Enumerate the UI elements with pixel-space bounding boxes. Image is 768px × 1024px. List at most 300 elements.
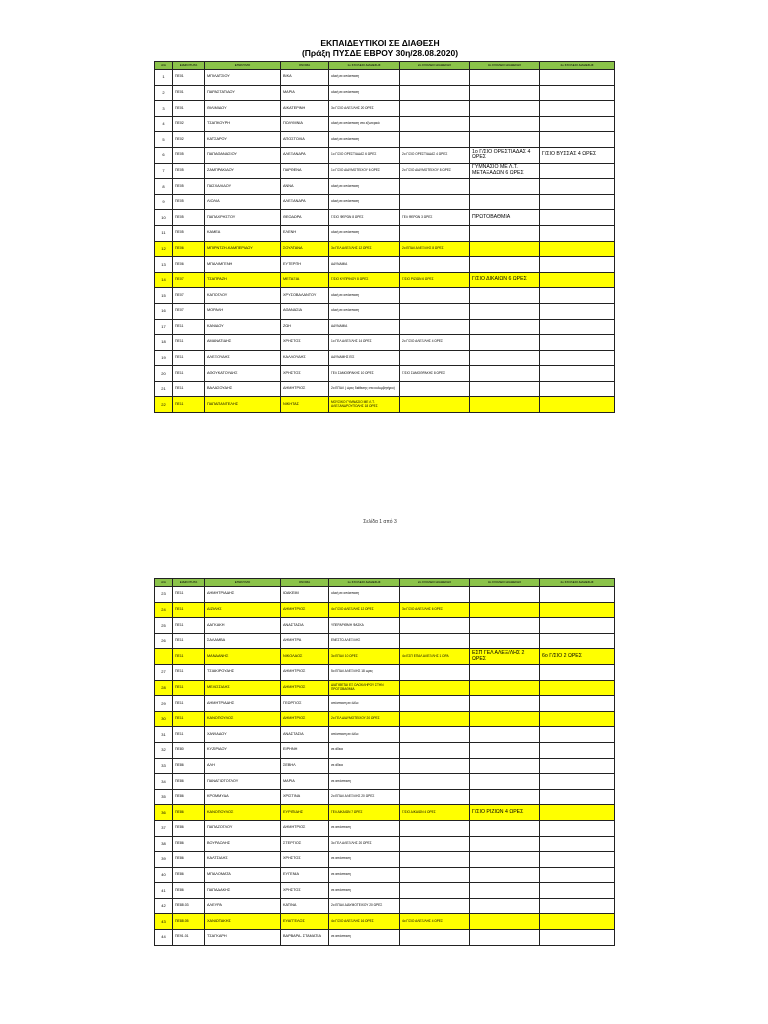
row-number: 31 xyxy=(155,727,173,743)
row-school-4: 6ο Γ/ΣΙΟ 2 ΩΡΕΣ xyxy=(540,649,615,665)
row-name: ΒΑΡΒΑΡΑ- ΣΤΑΜΑΤΙΑ xyxy=(281,930,329,946)
table-row xyxy=(155,366,615,382)
row-specialty: ΠΕ86 xyxy=(173,805,205,821)
row-school-4 xyxy=(540,101,615,117)
row-number: 34 xyxy=(155,774,173,790)
title-line-2: (Πράξη ΠΥΣΔΕ ΕΒΡΟΥ 30η/28.08.2020) xyxy=(301,48,459,58)
row-surname: ΠΑΣΧΑΛΙΔΟΥ xyxy=(205,179,281,195)
row-school-4 xyxy=(540,85,615,101)
row-school-2 xyxy=(400,587,470,603)
row-school-3 xyxy=(470,789,540,805)
row-school-4 xyxy=(540,335,615,351)
row-name: ΔΗΜΗΤΡΙΟΣ xyxy=(281,381,329,397)
row-number: 2 xyxy=(155,85,173,101)
table-row xyxy=(155,272,615,288)
row-school-3 xyxy=(470,774,540,790)
table-row xyxy=(155,789,615,805)
table-row xyxy=(155,85,615,101)
row-name: ΣΟΥΛΤΑΝΑ xyxy=(281,241,329,257)
row-surname: ΤΣΑΠΚΟΥΡΗ xyxy=(205,116,281,132)
row-school-1: 2ο ΕΠΑΛ ΔΙΔΥΜΟΤΕΙΧΟΥ 20 ΩΡΕΣ xyxy=(329,898,400,914)
table-row xyxy=(155,680,615,696)
row-name: ΕΥΑΓΓΕΛΟΣ xyxy=(281,914,329,930)
row-school-2 xyxy=(400,852,470,868)
row-school-4 xyxy=(540,70,615,86)
row-specialty: ΠΕ86 xyxy=(173,774,205,790)
row-number: 43 xyxy=(155,914,173,930)
row-school-2 xyxy=(400,742,470,758)
col-header-specialty: ΕΙΔΙΚΟΤΗΤΑ xyxy=(173,62,205,70)
row-school-4 xyxy=(540,132,615,148)
page-number: Σελίδα 1 από 3 xyxy=(363,519,397,525)
row-surname: ΠΑΠΑΘΑΝΑΣΙΟΥ xyxy=(205,147,281,163)
row-school-1: ολική σε απόσπαση xyxy=(329,179,400,195)
row-school-3 xyxy=(470,758,540,774)
row-specialty: ΠΕ01 xyxy=(173,70,205,86)
row-school-3 xyxy=(470,397,540,413)
row-school-2 xyxy=(400,381,470,397)
row-school-4 xyxy=(540,930,615,946)
row-school-2 xyxy=(400,774,470,790)
row-specialty: ΠΕ11 xyxy=(173,649,205,665)
row-school-2: 4ο ΕΣΠ ΕΠΑΛ ΑΛΕΞ/ΛΗΣ 1 ΩΡΑ xyxy=(400,649,470,665)
row-school-3 xyxy=(470,898,540,914)
row-school-2 xyxy=(400,194,470,210)
table-row xyxy=(155,758,615,774)
row-school-3 xyxy=(470,852,540,868)
row-school-4 xyxy=(540,210,615,226)
row-surname: ΚΑΝΟΠΟΥΛΟΣ xyxy=(205,711,281,727)
row-number: 36 xyxy=(155,805,173,821)
row-specialty: ΠΕ86 xyxy=(173,867,205,883)
table-row xyxy=(155,194,615,210)
row-specialty: ΠΕ06 xyxy=(173,257,205,273)
row-surname: ΛΙΟΛΙΑ xyxy=(205,194,281,210)
row-school-3 xyxy=(470,618,540,634)
row-name: ΔΗΜΗΤΡΙΟΣ xyxy=(281,664,329,680)
row-surname: ΒΑΛΑΣΟΥΔΗΣ xyxy=(205,381,281,397)
row-school-2 xyxy=(400,836,470,852)
row-school-1: ολική σε απόσπαση xyxy=(329,85,400,101)
row-surname: ΚΥΖΙΡΙΔΟΥ xyxy=(205,742,281,758)
table-row xyxy=(155,774,615,790)
row-school-2: 3ο Γ/ΣΙΟ ΑΛΕΞ/ΛΗΣ 6 ΩΡΕΣ xyxy=(400,602,470,618)
row-specialty: ΠΕ11 xyxy=(173,587,205,603)
row-school-3 xyxy=(470,711,540,727)
row-name: ΒΙΚΑ xyxy=(281,70,329,86)
table-row xyxy=(155,163,615,179)
row-school-3 xyxy=(470,820,540,836)
row-school-2 xyxy=(400,70,470,86)
row-school-2: Γ/ΣΙΟ ΔΙΚΑΙΩΝ 4 ΩΡΕΣ xyxy=(400,805,470,821)
row-specialty: ΠΕ11 xyxy=(173,664,205,680)
col-header-school-3: 3o ΣΧΟΛΕΙΟ ΔΙΑΘΕΣΗΣ xyxy=(470,62,540,70)
row-school-4 xyxy=(540,696,615,712)
table-row xyxy=(155,867,615,883)
row-surname: ΘΙΛΙΜΙΔΟΥ xyxy=(205,101,281,117)
row-school-1: απόσπαση σε άλλο xyxy=(329,696,400,712)
col-header-aa: Α/Α xyxy=(155,62,173,70)
row-surname: ΠΑΠΑΔΑΚΗΣ xyxy=(205,883,281,899)
row-surname: ΤΣΙΑΚΙΡΟΥΔΗΣ xyxy=(205,664,281,680)
row-number: 38 xyxy=(155,836,173,852)
row-school-3 xyxy=(470,914,540,930)
row-school-3: Γ/ΣΙΟ ΔΙΚΑΙΩΝ 6 ΩΡΕΣ xyxy=(470,272,540,288)
row-specialty: ΠΕ11 xyxy=(173,633,205,649)
row-school-2 xyxy=(400,319,470,335)
row-name: ΜΕΤΑΞΙΑ xyxy=(281,272,329,288)
row-specialty: ΠΕ86 xyxy=(173,836,205,852)
table-row xyxy=(155,914,615,930)
row-specialty: ΠΕ11 xyxy=(173,680,205,696)
row-number: 37 xyxy=(155,820,173,836)
row-name: ΙΩΑΚΕΙΜ xyxy=(281,587,329,603)
row-school-4 xyxy=(540,774,615,790)
row-specialty: ΠΕ86 xyxy=(173,789,205,805)
row-specialty: ΠΕ06 xyxy=(173,241,205,257)
row-name: ΔΗΜΗΤΡΙΟΣ xyxy=(281,820,329,836)
row-specialty: ΠΕ11 xyxy=(173,711,205,727)
row-surname: ΜΠΙΡΝΤΖΗ-ΚΑΜΠΕΡΙΔΟΥ xyxy=(205,241,281,257)
row-number: 28 xyxy=(155,680,173,696)
row-school-4 xyxy=(540,867,615,883)
row-number: 41 xyxy=(155,883,173,899)
row-name: ΝΙΚΗΤΑΣ xyxy=(281,397,329,413)
table-row xyxy=(155,836,615,852)
table-row xyxy=(155,132,615,148)
table-row xyxy=(155,241,615,257)
row-specialty: ΠΕ07 xyxy=(173,288,205,304)
row-name: ΕΥΤΕΡΠΗ xyxy=(281,257,329,273)
row-school-3 xyxy=(470,116,540,132)
row-school-1: ΥΠΕΡΑΡΙΘΜΗ ΦΑΣΚΑ xyxy=(329,618,400,634)
table-row xyxy=(155,805,615,821)
row-school-1: ολική σε απόσπαση xyxy=(329,288,400,304)
row-name: ΑΘΑΝΑΣΙΑ xyxy=(281,303,329,319)
row-surname: ΚΑΝΙΔΟΥ xyxy=(205,319,281,335)
row-school-4 xyxy=(540,898,615,914)
row-number: 4 xyxy=(155,116,173,132)
row-school-2 xyxy=(400,867,470,883)
row-school-2 xyxy=(400,633,470,649)
row-school-4 xyxy=(540,836,615,852)
row-school-2 xyxy=(400,225,470,241)
row-number: 40 xyxy=(155,867,173,883)
row-school-3 xyxy=(470,381,540,397)
row-school-3 xyxy=(470,132,540,148)
row-school-4: Γ/ΣΙΟ ΒΥΣΣΑΣ 4 ΩΡΕΣ xyxy=(540,147,615,163)
row-school-3 xyxy=(470,350,540,366)
row-school-3 xyxy=(470,319,540,335)
row-surname: ΜΠΑΛΟΜΑΤΑ xyxy=(205,867,281,883)
row-surname: ΠΑΝΑΓΙΩΤΟΓΛΟΥ xyxy=(205,774,281,790)
row-school-1: 4ο Γ/ΣΙΟ ΑΛΕΞ/ΛΗΣ 12 ΩΡΕΣ xyxy=(329,602,400,618)
row-school-3: ΕΣΠ ΓΕΛ ΑΛΕΞ/ΛΗΣ 2 ΩΡΕΣ xyxy=(470,649,540,665)
row-school-2 xyxy=(400,101,470,117)
row-school-2 xyxy=(400,680,470,696)
row-surname: ΠΑΠΑΠΑΝΤΕΛΗΣ xyxy=(205,397,281,413)
row-number: 10 xyxy=(155,210,173,226)
row-school-4 xyxy=(540,350,615,366)
row-surname: ΚΑΝΟΠΟΥΛΟΣ xyxy=(205,805,281,821)
row-number: 42 xyxy=(155,898,173,914)
row-name: ΧΡΗΣΤΟΣ xyxy=(281,335,329,351)
row-school-1: απόσπαση σε άλλο xyxy=(329,727,400,743)
row-school-3 xyxy=(470,335,540,351)
row-specialty: ΠΕ88.05 xyxy=(173,914,205,930)
row-name: ΧΡΥΣΟΒΑΛΑΝΤΟΥ xyxy=(281,288,329,304)
row-school-2 xyxy=(400,257,470,273)
row-school-4 xyxy=(540,680,615,696)
row-school-3 xyxy=(470,241,540,257)
row-specialty: ΠΕ80 xyxy=(173,742,205,758)
row-school-4 xyxy=(540,664,615,680)
row-school-4 xyxy=(540,805,615,821)
col-header-name: ΟΝΟΜΑ xyxy=(281,62,329,70)
row-name: ΑΠΟΣΤΟΛΙΑ xyxy=(281,132,329,148)
row-number: 23 xyxy=(155,587,173,603)
row-specialty: ΠΕ05 xyxy=(173,163,205,179)
table-row xyxy=(155,727,615,743)
row-school-1: σε άδεια xyxy=(329,742,400,758)
col-header-school-2: 2o ΣΧΟΛΕΙΟ ΔΙΑΘΕΣΗΣ xyxy=(400,62,470,70)
row-surname: ΠΑΡΑΣΤΑΤΙΔΟΥ xyxy=(205,85,281,101)
row-school-1: ολική σε απόσπαση xyxy=(329,303,400,319)
table-row xyxy=(155,381,615,397)
row-surname: ΚΑΤΣΑΡΟΥ xyxy=(205,132,281,148)
row-surname: ΒΟΥΡΔΟΛΗΣ xyxy=(205,836,281,852)
row-specialty: ΠΕ05 xyxy=(173,225,205,241)
row-school-4 xyxy=(540,618,615,634)
row-school-4 xyxy=(540,742,615,758)
row-school-3 xyxy=(470,366,540,382)
row-school-3 xyxy=(470,85,540,101)
row-school-1: σε απόσπαση xyxy=(329,852,400,868)
row-number: 9 xyxy=(155,194,173,210)
row-name: ΔΗΜΗΤΡΙΟΣ xyxy=(281,602,329,618)
row-number: 35 xyxy=(155,789,173,805)
row-school-3 xyxy=(470,179,540,195)
row-school-1: 3ο ΕΠΑΛ 10 ΩΡΕΣ xyxy=(329,649,400,665)
row-school-4 xyxy=(540,381,615,397)
row-number: 25 xyxy=(155,618,173,634)
row-school-2 xyxy=(400,758,470,774)
row-school-4 xyxy=(540,257,615,273)
row-specialty: ΠΕ86 xyxy=(173,758,205,774)
row-school-1: ΕΝΕΣΤΩ ΑΛΕΞ/ΛΗΣ xyxy=(329,633,400,649)
row-school-2: 2ο ΕΠΑΛ ΑΛΕΞ/ΛΗΣ 8 ΩΡΕΣ xyxy=(400,241,470,257)
row-number: 12 xyxy=(155,241,173,257)
row-school-4 xyxy=(540,366,615,382)
row-school-4 xyxy=(540,272,615,288)
row-school-2: Γ/ΣΙΟ ΡΙΖΙΩΝ 6 ΩΡΕΣ xyxy=(400,272,470,288)
row-school-4 xyxy=(540,711,615,727)
row-specialty: ΠΕ11 xyxy=(173,381,205,397)
row-school-1: σε απόσπαση xyxy=(329,774,400,790)
row-school-3 xyxy=(470,288,540,304)
row-number: 13 xyxy=(155,257,173,273)
row-school-4 xyxy=(540,914,615,930)
row-school-3 xyxy=(470,194,540,210)
row-school-1: ολική σε απόσπαση xyxy=(329,587,400,603)
row-number: 6 xyxy=(155,147,173,163)
row-school-2 xyxy=(400,696,470,712)
row-school-2 xyxy=(400,397,470,413)
row-school-3 xyxy=(470,867,540,883)
row-name: ΑΛΕΞΑΝΔΡΑ xyxy=(281,147,329,163)
row-surname: ΧΑΝΙΩΤΑΚΗΣ xyxy=(205,914,281,930)
row-specialty: ΠΕ11 xyxy=(173,319,205,335)
row-surname: ΜΑΝΔΑΝΗΣ xyxy=(205,649,281,665)
row-name: ΕΥΡΙΠΙΔΗΣ xyxy=(281,805,329,821)
row-school-2: 2ο Γ/ΣΙΟ ΑΛΕΞ/ΛΗΣ 4 ΩΡΕΣ xyxy=(400,335,470,351)
row-school-2 xyxy=(400,618,470,634)
row-surname: ΖΑΜΠΡΑΚΙΔΟΥ xyxy=(205,163,281,179)
table-row xyxy=(155,898,615,914)
row-school-2 xyxy=(400,883,470,899)
row-school-1: 5ο ΕΠΑΛ ΑΛΕΞ/ΛΗΣ 18 ωρες xyxy=(329,664,400,680)
row-school-3 xyxy=(470,727,540,743)
row-specialty: ΠΕ11 xyxy=(173,335,205,351)
row-surname: ΚΑΜΕΑ xyxy=(205,225,281,241)
row-specialty: ΠΕ07 xyxy=(173,272,205,288)
row-school-1: ολική σε απόσπαση xyxy=(329,194,400,210)
row-school-2 xyxy=(400,85,470,101)
row-school-3 xyxy=(470,664,540,680)
row-number: 24 xyxy=(155,602,173,618)
row-school-2 xyxy=(400,116,470,132)
row-school-1: 3ο ΓΕΛ ΑΛΕΞ/ΛΗΣ 20 ΩΡΕΣ xyxy=(329,836,400,852)
row-specialty: ΠΕ05 xyxy=(173,147,205,163)
row-school-3 xyxy=(470,696,540,712)
row-school-2 xyxy=(400,132,470,148)
row-school-4 xyxy=(540,727,615,743)
row-name: ΑΙΚΑΤΕΡΙΝΗ xyxy=(281,101,329,117)
col-header-school-4: 4o ΣΧΟΛΕΙΟ ΔΙΑΘΕΣΗΣ xyxy=(540,579,615,587)
row-surname: ΑΘΟΥΚΑΤΟΥΔΗΣ xyxy=(205,366,281,382)
row-specialty: ΠΕ91.01 xyxy=(173,930,205,946)
row-specialty: ΠΕ11 xyxy=(173,350,205,366)
row-school-3: ΠΡΩΤΟΒΑΘΜΙΑ xyxy=(470,210,540,226)
row-name: ΧΡΗΣΤΟΣ xyxy=(281,852,329,868)
row-school-1: ΑΔΥΝΑΜΗΣ ΕΙΣ xyxy=(329,350,400,366)
row-school-3 xyxy=(470,602,540,618)
row-school-4 xyxy=(540,319,615,335)
col-header-specialty: ΕΙΔΙΚΟΤΗΤΑ xyxy=(173,579,205,587)
row-number: 8 xyxy=(155,179,173,195)
table-row xyxy=(155,820,615,836)
table-row xyxy=(155,397,615,413)
row-name: ΑΝΝΑ xyxy=(281,179,329,195)
row-name: ΜΑΡΙΑ xyxy=(281,774,329,790)
table-row xyxy=(155,225,615,241)
row-name: ΚΑΤΙΝΑ xyxy=(281,898,329,914)
row-school-2 xyxy=(400,711,470,727)
page1-table xyxy=(154,61,615,413)
row-school-1: ολική σε απόσπαση xyxy=(329,132,400,148)
row-surname: ΑΜΑΝΑΤΙΔΗΣ xyxy=(205,335,281,351)
row-name: ΕΥΓΕΝΙΑ xyxy=(281,867,329,883)
row-surname: ΔΗΜΗΤΡΙΑΔΗΣ xyxy=(205,587,281,603)
table-row xyxy=(155,210,615,226)
row-specialty: ΠΕ11 xyxy=(173,696,205,712)
row-surname: ΑΛΕΥΡΑ xyxy=(205,898,281,914)
table-row xyxy=(155,101,615,117)
row-school-4 xyxy=(540,225,615,241)
row-school-1: ΑΔΥΝΑΜΙΑ xyxy=(329,257,400,273)
table-row xyxy=(155,257,615,273)
row-name: ΝΙΚΟΛΑΟΣ xyxy=(281,649,329,665)
row-school-1: 1ο Γ/ΣΙΟ ΔΙΔΥΜΟΤΕΙΧΟΥ 6 ΩΡΕΣ xyxy=(329,163,400,179)
row-specialty: ΠΕ86 xyxy=(173,883,205,899)
row-school-4 xyxy=(540,288,615,304)
row-school-3: 1ο Γ/ΣΙΟ ΟΡΕΣΤΙΑΔΑΣ 4 ΩΡΕΣ xyxy=(470,147,540,163)
row-number: 20 xyxy=(155,366,173,382)
col-header-school-3: 3o ΣΧΟΛΕΙΟ ΔΙΑΘΕΣΗΣ xyxy=(470,579,540,587)
row-school-1: 4ο Γ/ΣΙΟ ΑΛΕΞ/ΛΗΣ 16 ΩΡΕΣ xyxy=(329,914,400,930)
table-row xyxy=(155,883,615,899)
row-number: 3 xyxy=(155,101,173,117)
table-row xyxy=(155,711,615,727)
row-number: 11 xyxy=(155,225,173,241)
row-school-4 xyxy=(540,602,615,618)
row-school-2 xyxy=(400,179,470,195)
page2-body xyxy=(155,587,615,946)
table-row xyxy=(155,147,615,163)
row-name: ΑΝΑΣΤΑΣΙΑ xyxy=(281,618,329,634)
row-school-3 xyxy=(470,225,540,241)
row-school-3 xyxy=(470,101,540,117)
row-number: 39 xyxy=(155,852,173,868)
row-name: ΕΙΡΗΝΗ xyxy=(281,742,329,758)
row-school-4 xyxy=(540,758,615,774)
row-school-1: σε απόσπαση xyxy=(329,930,400,946)
row-number: 44 xyxy=(155,930,173,946)
row-school-1: ολική σε απόσπαση xyxy=(329,70,400,86)
title-line-1: ΕΚΠΑΙΔΕΥΤΙΚΟΙ ΣΕ ΔΙΑΘΕΣΗ xyxy=(320,38,440,48)
row-school-2 xyxy=(400,789,470,805)
row-school-1: σε άδεια xyxy=(329,758,400,774)
table-row xyxy=(155,633,615,649)
row-school-1: Γ/ΣΙΟ ΦΕΡΩΝ 8 ΩΡΕΣ xyxy=(329,210,400,226)
row-school-3 xyxy=(470,70,540,86)
row-school-2: Γ/ΣΙΟ ΣΑΜΟΘΡΑΚΗΣ 8 ΩΡΕΣ xyxy=(400,366,470,382)
page2-table xyxy=(154,578,615,946)
row-school-1: σε απόσπαση xyxy=(329,820,400,836)
table-row xyxy=(155,319,615,335)
col-header-aa: Α/Α xyxy=(155,579,173,587)
row-name: ΣΤΕΡΓΙΟΣ xyxy=(281,836,329,852)
table-row xyxy=(155,664,615,680)
row-specialty: ΠΕ86 xyxy=(173,852,205,868)
row-school-2: 2ο Γ/ΣΙΟ ΔΙΔΥΜΟΤΕΙΧΟΥ 8 ΩΡΕΣ xyxy=(400,163,470,179)
row-name: ΚΑΛΛΟΥΔΗΣ xyxy=(281,350,329,366)
row-number: 1 xyxy=(155,70,173,86)
table-row xyxy=(155,618,615,634)
row-name: ΔΗΜΗΤΡΙΟΣ xyxy=(281,711,329,727)
row-surname: ΠΑΠΑΧΡΗΣΤΟΥ xyxy=(205,210,281,226)
row-name: ΔΗΜΗΤΡΑ xyxy=(281,633,329,649)
row-number: 21 xyxy=(155,381,173,397)
row-school-3 xyxy=(470,633,540,649)
row-school-3 xyxy=(470,587,540,603)
row-school-2 xyxy=(400,664,470,680)
row-name: ΠΑΡΘΕΝΑ xyxy=(281,163,329,179)
row-specialty: ΠΕ05 xyxy=(173,194,205,210)
row-school-1: Γ/ΣΙΟ ΚΥΠΡΙΝΟΥ 8 ΩΡΕΣ xyxy=(329,272,400,288)
row-specialty: ΠΕ02 xyxy=(173,132,205,148)
row-school-2: 4ο Γ/ΣΙΟ ΑΛΕΞ/ΛΗΣ 4 ΩΡΕΣ xyxy=(400,914,470,930)
